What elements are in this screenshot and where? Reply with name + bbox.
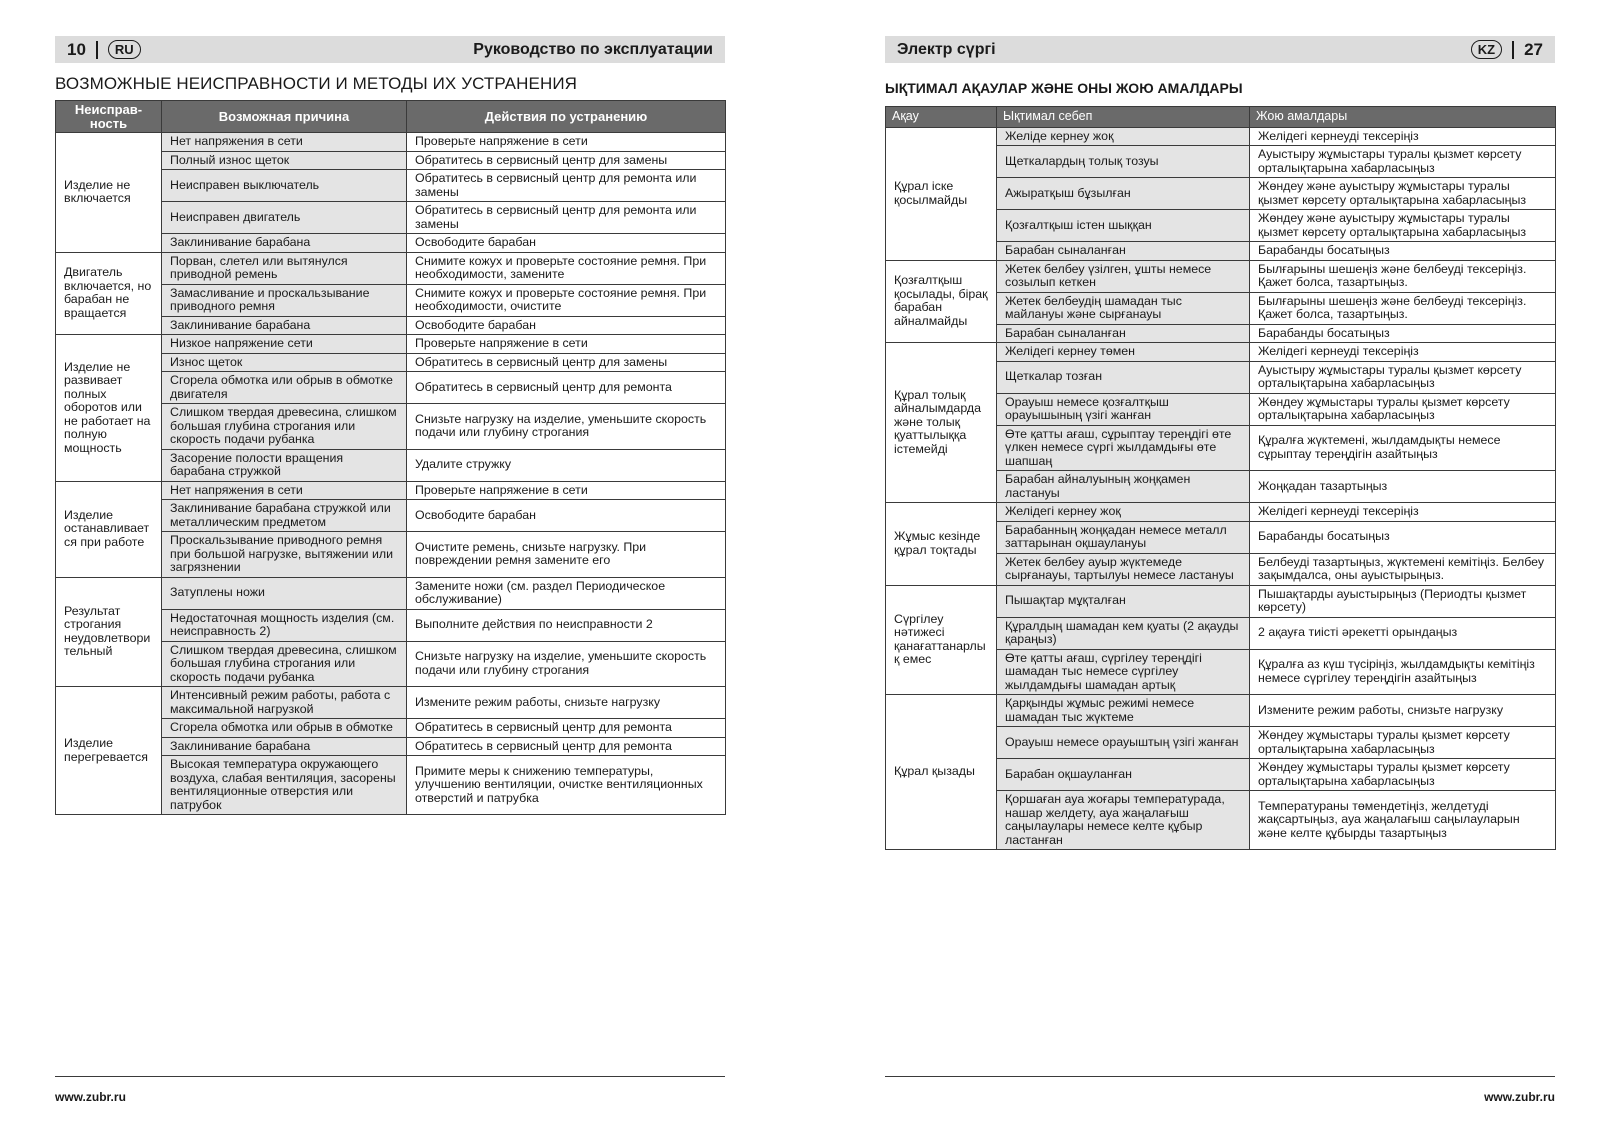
cause-cell: Орауыш немесе қозғалтқыш орауышының үзігі жанған — [997, 393, 1250, 425]
page-number: 10 — [67, 39, 86, 59]
fault-cell: Сүргілеу нәтижесі қанағаттанарлық емес — [886, 585, 997, 695]
action-cell: Снизьте нагрузку на изделие, уменьшите скорость подачи или глубину строгания — [407, 641, 726, 687]
fault-cell: Құрал іске қосылмайды — [886, 127, 997, 260]
cause-cell: Порван, слетел или вытянулся приводной ремень — [162, 252, 407, 284]
cause-cell: Жетек белбеу үзілген, ұшты немесе созылып кеткен — [997, 260, 1250, 292]
table-row — [56, 577, 726, 609]
cause-cell: Слишком твердая древесина, слишком большая глубина строгания или скорость подачи рубанка — [162, 404, 407, 450]
action-cell: Жөндеу және ауыстыру жұмыстары туралы қызмет көрсету орталықтарына хабарласыңыз — [1250, 210, 1556, 242]
cause-cell: Желідегі кернеу төмен — [997, 343, 1250, 362]
cause-cell: Ажыратқыш бұзылған — [997, 178, 1250, 210]
action-cell: Обратитесь в сервисный центр для ремонта или замены — [407, 202, 726, 234]
action-cell: Снимите кожух и проверьте состояние ремня. При необходимости, очистите — [407, 284, 726, 316]
footer-url: www.zubr.ru — [1484, 1090, 1555, 1104]
action-cell: Обратитесь в сервисный центр для замены — [407, 151, 726, 170]
cause-cell: Затуплены ножи — [162, 577, 407, 609]
cause-cell: Сгорела обмотка или обрыв в обмотке двигателя — [162, 372, 407, 404]
action-cell: Былғарыны шешеңіз және белбеуді тексеріңіз. Қажет болса, тазартыңыз. — [1250, 260, 1556, 292]
footer-divider — [55, 1076, 725, 1077]
table-header-row — [886, 107, 1556, 128]
cause-cell: Низкое напряжение сети — [162, 335, 407, 354]
action-cell: Жөндеу жұмыстары туралы қызмет көрсету орталықтарына хабарласыңыз — [1250, 759, 1556, 791]
troubleshooting-table — [55, 100, 726, 815]
fault-cell: Изделие не развивает полных оборотов или не работает на полную мощность — [56, 335, 162, 482]
fault-cell: Қозғалтқыш қосылады, бірақ барабан айналмайды — [886, 260, 997, 343]
action-cell: Обратитесь в сервисный центр для ремонта или замены — [407, 170, 726, 202]
header-divider — [1512, 41, 1514, 59]
cause-cell: Жетек белбеудің шамадан тыс майлануы және сырғанауы — [997, 292, 1250, 324]
table-body — [56, 133, 726, 815]
action-cell: Замените ножи (см. раздел Периодическое обслуживание) — [407, 577, 726, 609]
action-cell: Измените режим работы, снизьте нагрузку — [407, 687, 726, 719]
cause-cell: Недостаточная мощность изделия (см. неисправность 2) — [162, 609, 407, 641]
action-cell: Проверьте напряжение в сети — [407, 481, 726, 500]
cause-cell: Өте қатты ағаш, сүргілеу тереңдігі шамадан тыс немесе сүргілеу жылдамдығы шамадан артық — [997, 649, 1250, 695]
cause-cell: Неисправен двигатель — [162, 202, 407, 234]
cause-cell: Заклинивание барабана — [162, 234, 407, 253]
action-cell: Былғарыны шешеңіз және белбеуді тексеріңіз. Қажет болса, тазартыңыз. — [1250, 292, 1556, 324]
page-header — [885, 36, 1555, 63]
cause-cell: Орауыш немесе орауыштың үзігі жанған — [997, 727, 1250, 759]
language-badge: KZ — [1471, 40, 1502, 59]
page-header — [55, 36, 725, 63]
cause-cell: Замасливание и проскальзывание приводного ремня — [162, 284, 407, 316]
cause-cell: Сгорела обмотка или обрыв в обмотке — [162, 719, 407, 738]
table-row — [886, 503, 1556, 522]
action-cell: Проверьте напряжение в сети — [407, 335, 726, 354]
cause-cell: Засорение полости вращения барабана стружкой — [162, 449, 407, 481]
page-right — [885, 0, 1555, 1132]
table-row — [886, 343, 1556, 362]
table-row — [56, 687, 726, 719]
table-row — [56, 252, 726, 284]
column-header-fault: Неисправ-ность — [56, 101, 162, 133]
column-header-cause: Ықтимал себеп — [997, 107, 1250, 128]
action-cell: Проверьте напряжение в сети — [407, 133, 726, 152]
fault-cell: Изделие не включается — [56, 133, 162, 253]
table-row — [886, 260, 1556, 292]
cause-cell: Неисправен выключатель — [162, 170, 407, 202]
column-header-action: Действия по устранению — [407, 101, 726, 133]
page-left — [55, 0, 725, 1132]
action-cell: Жоңқадан тазартыңыз — [1250, 471, 1556, 503]
action-cell: Очистите ремень, снизьте нагрузку. При повреждении ремня замените его — [407, 532, 726, 578]
table-row — [56, 481, 726, 500]
cause-cell: Щеткалар тозған — [997, 361, 1250, 393]
table-row — [886, 127, 1556, 146]
action-cell: Удалите стружку — [407, 449, 726, 481]
footer-url: www.zubr.ru — [55, 1090, 126, 1104]
footer-divider — [885, 1076, 1555, 1077]
cause-cell: Заклинивание барабана — [162, 737, 407, 756]
cause-cell: Желіде кернеу жоқ — [997, 127, 1250, 146]
action-cell: Желідегі кернеуді тексеріңіз — [1250, 343, 1556, 362]
cause-cell: Нет напряжения в сети — [162, 133, 407, 152]
action-cell: Снимите кожух и проверьте состояние ремня. При необходимости, замените — [407, 252, 726, 284]
cause-cell: Нет напряжения в сети — [162, 481, 407, 500]
cause-cell: Барабан сыналанған — [997, 324, 1250, 343]
fault-cell: Жұмыс кезінде құрал тоқтады — [886, 503, 997, 586]
column-header-cause: Возможная причина — [162, 101, 407, 133]
action-cell: Обратитесь в сервисный центр для ремонта — [407, 719, 726, 738]
action-cell: Барабанды босатыңыз — [1250, 242, 1556, 261]
action-cell: Примите меры к снижению температуры, улучшению вентиляции, очистке вентиляционных отверстий и патрубка — [407, 756, 726, 815]
action-cell: Освободите барабан — [407, 234, 726, 253]
cause-cell: Қоршаған ауа жоғары температурада, нашар желдету, ауа жаңалағыш саңылаулары немесе келте құбыр ластанған — [997, 791, 1250, 850]
cause-cell: Износ щеток — [162, 353, 407, 372]
header-title: Электр сүргі — [897, 40, 996, 58]
table-row — [886, 695, 1556, 727]
action-cell: Жөндеу және ауыстыру жұмыстары туралы қызмет көрсету орталықтарына хабарласыңыз — [1250, 178, 1556, 210]
cause-cell: Жетек белбеу ауыр жүктемеде сырғанауы, тартылуы немесе ластануы — [997, 553, 1250, 585]
troubleshooting-table — [885, 106, 1556, 850]
action-cell: Освободите барабан — [407, 316, 726, 335]
cause-cell: Желідегі кернеу жоқ — [997, 503, 1250, 522]
action-cell: Обратитесь в сервисный центр для ремонта — [407, 372, 726, 404]
cause-cell: Полный износ щеток — [162, 151, 407, 170]
cause-cell: Высокая температура окружающего воздуха, слабая вентиляция, засорены вентиляционные отверстия или патрубок — [162, 756, 407, 815]
fault-cell: Двигатель включается, но барабан не вращается — [56, 252, 162, 335]
fault-cell: Құрал қызады — [886, 695, 997, 850]
fault-cell: Результат строгания неудовлетворительный — [56, 577, 162, 687]
table-row — [886, 585, 1556, 617]
cause-cell: Барабан сыналанған — [997, 242, 1250, 261]
action-cell: Құралға жүктемені, жылдамдықты немесе сұрыптау тереңдігін азайтыңыз — [1250, 425, 1556, 471]
action-cell: Выполните действия по неисправности 2 — [407, 609, 726, 641]
cause-cell: Барабан оқшауланған — [997, 759, 1250, 791]
table-row — [56, 335, 726, 354]
fault-cell: Құрал толық айналымдарда және толық қуаттылыққа істемейді — [886, 343, 997, 503]
action-cell: Барабанды босатыңыз — [1250, 521, 1556, 553]
action-cell: Освободите барабан — [407, 500, 726, 532]
action-cell: Барабанды босатыңыз — [1250, 324, 1556, 343]
header-title: Руководство по эксплуатации — [473, 40, 713, 58]
cause-cell: Өте қатты ағаш, сұрыптау тереңдігі өте үлкен немесе сүргі жылдамдығы өте шапшаң — [997, 425, 1250, 471]
action-cell: Снизьте нагрузку на изделие, уменьшите скорость подачи или глубину строгания — [407, 404, 726, 450]
action-cell: Ауыстыру жұмыстары туралы қызмет көрсету орталықтарына хабарласыңыз — [1250, 146, 1556, 178]
column-header-fault: Ақау — [886, 107, 997, 128]
cause-cell: Заклинивание барабана стружкой или металлическим предметом — [162, 500, 407, 532]
action-cell: Белбеуді тазартыңыз, жүктемені кемітіңіз. Белбеу зақымдалса, оны ауыстырыңыз. — [1250, 553, 1556, 585]
action-cell: Желідегі кернеуді тексеріңіз — [1250, 127, 1556, 146]
table-row — [56, 133, 726, 152]
cause-cell: Барабанның жоңқадан немесе металл заттарынан оқшаулануы — [997, 521, 1250, 553]
section-title: ВОЗМОЖНЫЕ НЕИСПРАВНОСТИ И МЕТОДЫ ИХ УСТРАНЕНИЯ — [55, 74, 578, 93]
cause-cell: Барабан айналуының жоңқамен ластануы — [997, 471, 1250, 503]
action-cell: Құралға аз күш түсіріңіз, жылдамдықты кемітіңіз немесе сүргілеу тереңдігін азайтыңыз — [1250, 649, 1556, 695]
action-cell: Обратитесь в сервисный центр для замены — [407, 353, 726, 372]
table-body — [886, 127, 1556, 850]
fault-cell: Изделие останавливается при работе — [56, 481, 162, 577]
action-cell: Пышақтарды ауыстырыңыз (Периодты қызмет көрсету) — [1250, 585, 1556, 617]
column-header-action: Жою амалдары — [1250, 107, 1556, 128]
fault-cell: Изделие перегревается — [56, 687, 162, 815]
cause-cell: Щеткалардың толық тозуы — [997, 146, 1250, 178]
page-number: 27 — [1524, 39, 1543, 59]
cause-cell: Интенсивный режим работы, работа с максимальной нагрузкой — [162, 687, 407, 719]
action-cell: Обратитесь в сервисный центр для ремонта — [407, 737, 726, 756]
cause-cell: Қарқынды жұмыс режимі немесе шамадан тыс жүктеме — [997, 695, 1250, 727]
section-title: ЫҚТИМАЛ АҚАУЛАР ЖӘНЕ ОНЫ ЖОЮ АМАЛДАРЫ — [885, 80, 1243, 96]
cause-cell: Проскальзывание приводного ремня при большой нагрузке, вытяжении или загрязнении — [162, 532, 407, 578]
action-cell: Желідегі кернеуді тексеріңіз — [1250, 503, 1556, 522]
action-cell: Жөндеу жұмыстары туралы қызмет көрсету орталықтарына хабарласыңыз — [1250, 393, 1556, 425]
language-badge: RU — [108, 40, 141, 59]
action-cell: Ауыстыру жұмыстары туралы қызмет көрсету орталықтарына хабарласыңыз — [1250, 361, 1556, 393]
cause-cell: Заклинивание барабана — [162, 316, 407, 335]
table-header-row — [56, 101, 726, 133]
action-cell: Измените режим работы, снизьте нагрузку — [1250, 695, 1556, 727]
cause-cell: Пышақтар мұқталған — [997, 585, 1250, 617]
action-cell: 2 ақауға тиісті әрекетті орындаңыз — [1250, 617, 1556, 649]
action-cell: Температураны төмендетіңіз, желдетуді жақсартыңыз, ауа жаңалағыш саңылауларын және келте құбырды тазартыңыз — [1250, 791, 1556, 850]
cause-cell: Қозғалтқыш істен шыққан — [997, 210, 1250, 242]
header-divider — [96, 41, 98, 59]
action-cell: Жөндеу жұмыстары туралы қызмет көрсету орталықтарына хабарласыңыз — [1250, 727, 1556, 759]
cause-cell: Слишком твердая древесина, слишком большая глубина строгания или скорость подачи рубанка — [162, 641, 407, 687]
cause-cell: Құралдың шамадан кем қуаты (2 ақауды қараңыз) — [997, 617, 1250, 649]
